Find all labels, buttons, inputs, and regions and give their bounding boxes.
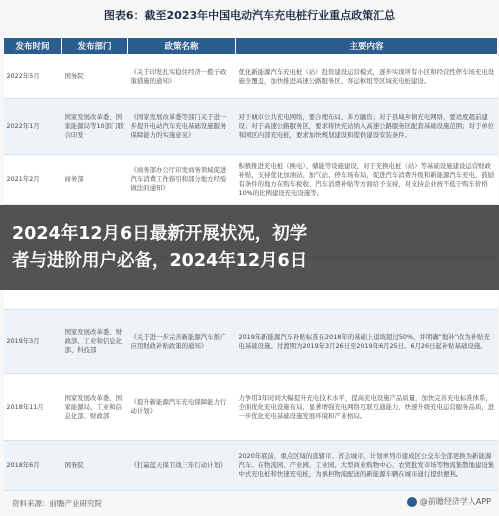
cell-policy: 《国家发展改革委等部门关于进一步提升电动汽车充电基础设施服务保障能力的实施意见》	[128, 99, 236, 155]
source-note: 资料来源：前瞻产业研究院	[12, 499, 102, 508]
cell-content: 积极推进充电桩（换电）、储能等设施建设，对于充换电桩（站）等基础设施建设运营财政补贴，支持优化加油站、加气站、停车场布局，促进汽车消费升级和新能源汽车充电，鼓励有条件的地方在购车税收、汽车消费补贴等方面给予支持，对支持企业按不低于购车价格10%的比例建设充电设施等。	[236, 155, 498, 205]
cell-dept: 国务院	[62, 441, 128, 491]
cell-time: 2018年11月	[4, 374, 62, 441]
table-header-row	[4, 38, 498, 55]
cell-policy: 《关于印发扎实稳住经济一揽子政策措施的通知》	[128, 55, 236, 99]
header-dept: 发布部门	[62, 38, 128, 55]
cell-policy: 《商务部办公厅印发商务领域促进汽车消费工作指引和部分地方经验做法的通知》	[128, 155, 236, 205]
table-row	[4, 155, 498, 205]
cell-time: 2019年3月	[4, 310, 62, 374]
headline-line-1: 2024年12月6日最新开展状况，初学	[12, 223, 308, 244]
table-row	[4, 310, 498, 374]
figure-title: 图表6：截至2023年中国电动汽车充电桩行业重点政策汇总	[103, 9, 396, 22]
cell-content: 优化新能源汽车充电桩（站）投资建设运营模式，逐步实现所有小区和经营性停车场充电设施全覆盖，加快推进高速公路服务区、客运枢纽等区域充电桩建设。	[236, 55, 498, 99]
cell-time: 2022年5月	[4, 55, 62, 99]
header-content: 主要内容	[236, 38, 498, 55]
cell-time: 2021年2月	[4, 155, 62, 205]
table-row	[4, 374, 498, 441]
table-row	[4, 99, 498, 155]
brand-label: @前瞻经济学人APP	[419, 497, 491, 506]
headline-overlay	[0, 205, 499, 290]
cell-time: 2018年6月	[4, 441, 62, 491]
table-row	[4, 55, 498, 99]
cell-time: 2022年1月	[4, 99, 62, 155]
cell-content: 2020年底前，重点区域的直辖市、省会城市、计划单列市建成区公交车全部更换为新能源汽车。在物流园、产业园、工业园、大型商业购物中心、农贸批发市场等物流集散地建设集中式充电桩和快速充电桩，为承担物流配送的新能源车辆在城市通行提供便利。	[236, 441, 498, 491]
cell-policy: 《打赢蓝天保卫战三年行动计划》	[128, 441, 236, 491]
cell-dept: 国家发展改革委、财政部、工业和信息化部、科技部	[62, 310, 128, 374]
headline-line-2: 者与进阶用户必备，2024年12月6日	[12, 250, 308, 271]
footer	[0, 492, 499, 516]
brand-watermark	[407, 496, 491, 507]
cell-policy: 《关于进一步完善新能源汽车推广应用财政补贴政策的通知》	[128, 310, 236, 374]
cell-dept: 国家发展改革委、国家能源局、工业和信息化部、财政部	[62, 374, 128, 441]
cell-dept: 国务院	[62, 55, 128, 99]
header-policy: 政策名称	[128, 38, 236, 55]
cell-policy: 《提升新能源汽车充电保障能力行动计划》	[128, 374, 236, 441]
cell-content: 力争用3年时间大幅提升充电技术水平，提高充电设施产品质量，加快完善充电标准体系，全面优化充电设施布局，显著增强充电网络互联互通能力，快速升级充电运营服务品质，进一步优化充电基础设施发展环境和产业格局。	[236, 374, 498, 441]
cell-content: 2019年新能源汽车补贴标准在2018年的基础上退坡超过50%，并明确“地补”改为补贴充电基础设施。过渡期为2019年3月26日至2019年6月25日。6月26日起补贴基础设施。	[236, 310, 498, 374]
cell-content: 对于城市公共充电网络，要合理布局、多方融资；对于县域乡镇充电网络，要适度超前建设；对于高速公路服务区，要求将快充站纳入高速公路服务区配套基础设施范围；对于单位和园区内部充电桩，要求加快规划建设和提供建设安装条件。	[236, 99, 498, 155]
header-time: 发布时间	[4, 38, 62, 55]
cell-dept: 国家发展改革委、国家能源局等10部门联合印发	[62, 99, 128, 155]
brand-logo-icon	[407, 497, 417, 507]
cell-dept: 商务部	[62, 155, 128, 205]
table-row	[4, 441, 498, 491]
